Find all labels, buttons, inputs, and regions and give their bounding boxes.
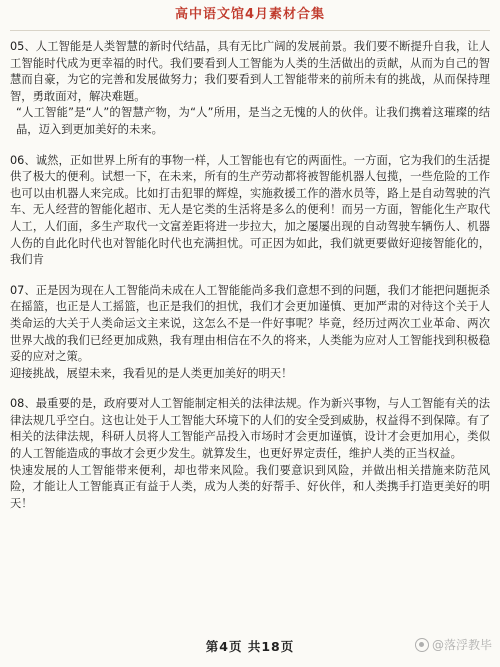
section-05: [10, 39, 490, 139]
page-number: 第4页 共18页: [205, 639, 295, 654]
section-08: [10, 396, 490, 512]
section-07-paragraph-2: 迎接挑战，展望未来，我看见的是人类更加美好的明天！: [10, 366, 293, 380]
section-08-paragraph-1: 08、最重要的是，政府要对人工智能制定相关的法律法规。作为新兴事物，与人工智能有关的法律法规几乎空白。这也让处于人工智能大环境下的人们的安全受到威胁，权益得不到保障。有了相关的法律法规，科研人员将人工智能产品投入市场时才会更加谨慎，设计才会更加用心，类似的人工智能造成的事故才会更少发生。就算发生，也更好界定责任，维护人类的正当权益。: [10, 397, 490, 461]
section-gap: [10, 382, 490, 396]
page-title: 高中语文馆4月素材合集: [174, 7, 326, 22]
header-divider: [10, 30, 490, 31]
watermark-logo-icon: [415, 638, 429, 652]
section-05-paragraph-2: “人工智能”是“人”的智慧产物，为“人”所用，是当之无愧的人的伙伴。让我们携着这璀璨的结晶，迈入到更加美好的未来。: [16, 106, 490, 136]
watermark: [415, 636, 492, 653]
section-05-paragraph-1: 05、人工智能是人类智慧的新时代结晶，具有无比广阔的发展前景。我们要不断提升自我，让人工智能时代成为更幸福的时代。我们要看到人工智能为人类的生活做出的贡献，从而为自己的智慧而自豪，为它的完善和发展做努力；我们要看到人工智能带来的前所未有的挑战，从而保持理智，勇敢面对，解决难题。: [10, 40, 490, 103]
section-07-paragraph-1: 07、正是因为现在人工智能尚未成在人工智能能尚多我们意想不到的问题，我们才能把问题扼杀在摇篮，也正是人工摇篮，也正是我们的担忧，我们才会更加谨慎、更加严肃的对待这个关于人类命运的大关于人类命运文主来说，这怎么不是一件好事呢？毕竟，经历过两次工业革命、两次世界大战的我们已经更加成熟，我有理由相信在不久的将来，人类能为应对人工智能找到积极稳妥的应对之策。: [10, 283, 490, 364]
section-06-paragraph-1: 06、诚然，正如世界上所有的事物一样，人工智能也有它的两面性。一方面，它为我们的生活提供了极大的便利。试想一下，在未来，所有的生产劳动都将被智能机器人包揽，一些危险的工作也可以由机器人来完成。比如打击犯罪的辉煌，实施救援工作的潜水员等，路上是自动驾驶的汽车、无人经营的智能化超市、无人是它类的生活将是多么的便利！而另一方面，智能化生产取代人工，人们面，多生产取代一文富差距将进一步拉大，加之屡屡出现的自动驾驶车辆伤人、机器人伤的自此化时代也对智能化时代也充满担忧。可正因为如此，我们就更要做好迎接智能化的，我们肯: [10, 153, 490, 267]
section-08-paragraph-2: 快速发展的人工智能带来便利，却也带来风险。我们要意识到风险，并做出相关措施来防范风险，才能让人工智能真正有益于人类，成为人类的好帮手、好伙伴，和人类携手打造更美好的明天！: [10, 463, 490, 510]
section-gap: [10, 269, 490, 283]
section-07: [10, 283, 490, 383]
section-gap: [10, 139, 490, 153]
watermark-text: @落浮教毕: [431, 638, 492, 652]
section-06: [10, 153, 490, 269]
